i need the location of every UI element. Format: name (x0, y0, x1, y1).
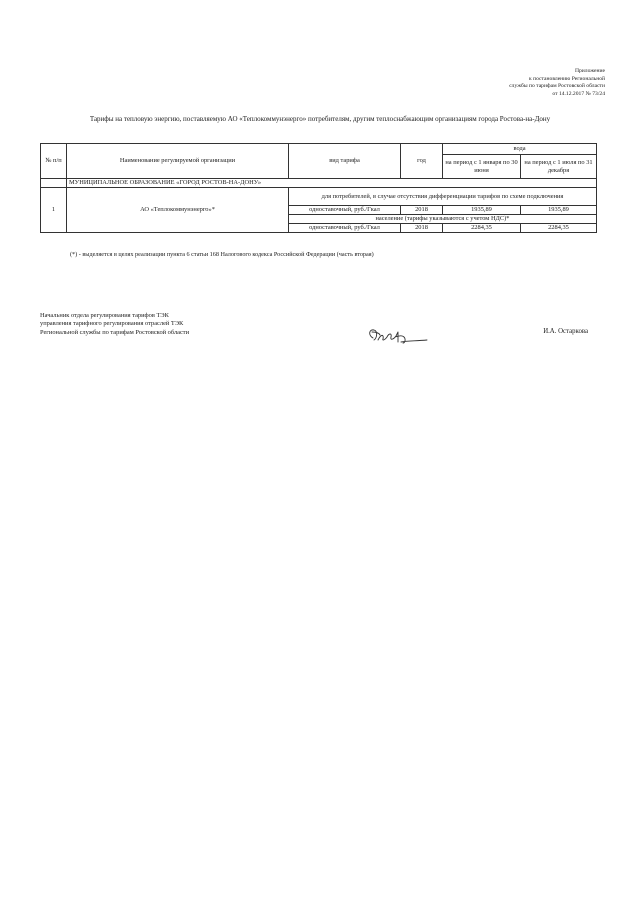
appendix-line-1: Приложение (574, 68, 605, 74)
appendix-note (509, 68, 605, 98)
header-year: год (401, 144, 443, 179)
signatory-line-3: Региональной службы по тарифам Ростовской области (40, 328, 190, 336)
tariff-table (40, 143, 597, 233)
tariff-value-period-2: 2284,35 (521, 224, 597, 233)
header-period-2: на период с 1 июля по 31 декабря (521, 155, 597, 179)
table-row (41, 188, 597, 206)
row-org: АО «Теплокоммунэнерго»* (67, 188, 289, 233)
tariff-year: 2018 (401, 206, 443, 215)
handwritten-signature (365, 326, 429, 348)
tariff-value-period-1: 2284,35 (443, 224, 521, 233)
tariff-value-period-2: 1935,89 (521, 206, 597, 215)
header-org: Наименование регулируемой организации (67, 144, 289, 179)
table-header-row (41, 144, 597, 155)
signatory-name: И.А. Остаркова (543, 328, 588, 335)
tariff-value-period-1: 1935,89 (443, 206, 521, 215)
header-water: вода (443, 144, 597, 155)
municipality-empty-cell (41, 179, 67, 188)
header-type: вид тарифа (289, 144, 401, 179)
tariff-year: 2018 (401, 224, 443, 233)
appendix-line-4: от 14.12.2017 № 73/24 (552, 90, 605, 97)
appendix-line-2: к постановлению Региональной (529, 75, 605, 82)
tariff-type: одноставочный, руб./Гкал (289, 224, 401, 233)
signatory-line-1: Начальник отдела регулирования тарифов ТЭК (40, 312, 169, 319)
appendix-line-3: службы по тарифам Ростовской области (509, 83, 605, 90)
municipality-name: МУНИЦИПАЛЬНОЕ ОБРАЗОВАНИЕ «ГОРОД РОСТОВ-НА-ДОНУ» (67, 179, 597, 188)
signatory-line-2: управления тарифного регулирования отраслей ТЭК (40, 320, 184, 328)
document-title: Тарифы на тепловую энергию, поставляемую АО «Теплокоммунэнерго» потребителям, другим теплоснабжающим организациям города Ростова-на-Дону (89, 115, 551, 123)
tariff-type: одноставочный, руб./Гкал (289, 206, 401, 215)
footnote: (*) - выделяется в целях реализации пункта 6 статьи 168 Налогового кодекса Российской Федерации (часть вторая) (70, 251, 374, 258)
header-period-1: на период с 1 января по 30 июня (443, 155, 521, 179)
municipality-row (41, 179, 597, 188)
signatory-position (40, 312, 189, 337)
header-num: № п/п (41, 144, 67, 179)
row-num: 1 (41, 188, 67, 233)
section-population: население (тарифы указываются с учетом НДС)* (289, 215, 597, 224)
section-consumers: для потребителей, в случае отсутствия дифференциации тарифов по схеме подключения (289, 188, 597, 206)
